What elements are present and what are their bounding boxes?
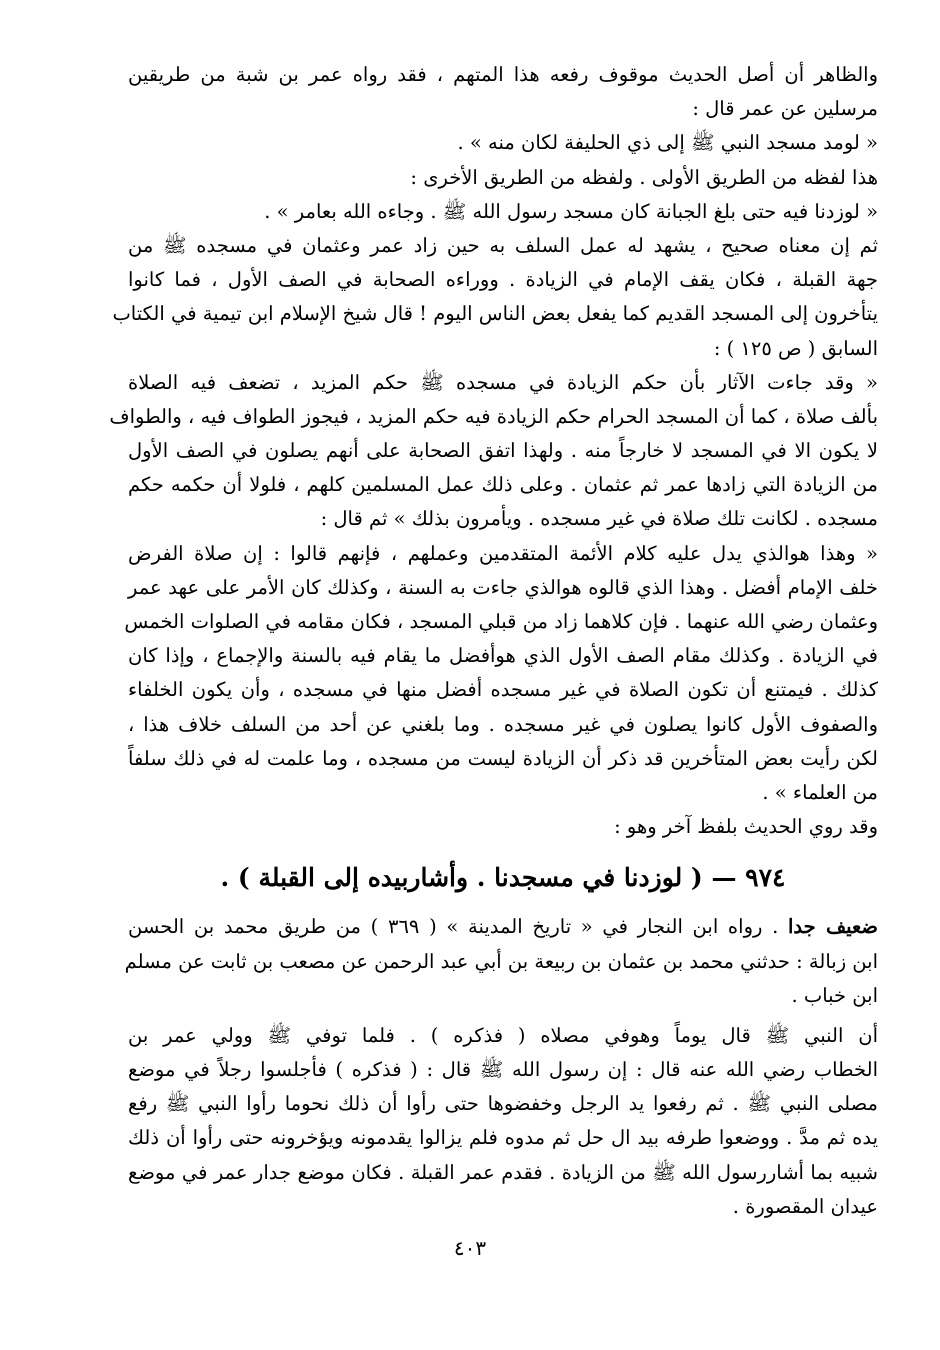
text-line: من الزيادة التي زادها عمر ثم عثمان . وعلى ذلك عمل المسلمين كلهم ، فلولا أن حكمه حكم <box>128 473 878 497</box>
paragraph-grading <box>124 910 878 1013</box>
book-page <box>109 58 878 1224</box>
text-line: وقد روي الحديث بلفظ آخر وهو : <box>614 815 878 839</box>
paragraph-narration <box>128 1019 878 1224</box>
text-line: شبيه بما أشاررسول الله ﷺ من الزيادة . فقدم عمر القبلة . فكان موضع جدار عمر في موضع <box>128 1160 878 1184</box>
text-line: خلف الإمام أفضل . وهذا الذي قالوه هوالذي جاءت به السنة ، وكذلك كان الأمر على عهد عمر <box>128 575 878 599</box>
text-line: « وقد جاءت الآثار بأن حكم الزيادة في مسجده ﷺ حكم المزيد ، تضعف فيه الصلاة <box>128 370 878 394</box>
text-line <box>128 910 878 944</box>
text-line: عيدان المقصورة . <box>732 1194 878 1218</box>
grading-text: . رواه ابن النجار في « تاريخ المدينة » ( ٣٦٩ ) من طريق محمد بن الحسن <box>128 915 788 939</box>
text-line: مسجده . لكانت تلك صلاة في غير مسجده . ويأمرون بذلك » ثم قال : <box>320 507 878 531</box>
text-line: مصلى النبي ﷺ . ثم رفعوا يد الرجل وخفضوها حتى رأوا أن ذلك نحوما رأوا النبي ﷺ رفع <box>128 1092 878 1116</box>
text-line: ابن خباب . <box>791 983 878 1007</box>
page-number: ٤٠٣ <box>453 1236 487 1260</box>
text-line: جهة القبلة ، فكان يقف الإمام في الزيادة . ووراءه الصحابة في الصف الأول ، فما كانوا <box>128 268 878 292</box>
text-line: مرسلين عن عمر قال : <box>692 97 878 121</box>
grading-label: ضعيف جدا <box>787 915 878 939</box>
text-line: وعثمان رضي الله عنهما . فإن كلاهما زاد من قبلي المسجد ، فكان مقامه في الصلوات الخمس <box>124 610 878 633</box>
text-line: « لومد مسجد النبي ﷺ إلى ذي الحليفة لكان منه » . <box>457 131 878 155</box>
hadith-heading: ٩٧٤ — ( لوزدنا في مسجدنا . وأشاربيده إلى القبلة ) . <box>220 863 786 893</box>
text-line: ابن زبالة : حدثني محمد بن عثمان بن ربيعة بن أبي عبد الرحمن عن مصعب بن ثابت عن مسلم <box>124 949 878 973</box>
text-line: والظاهر أن أصل الحديث موقوف رفعه هذا المتهم ، فقد رواه عمر بن شبة من طريقين <box>128 63 878 86</box>
text-line: يتأخرون إلى المسجد القديم كما يفعل بعض الناس اليوم ! قال شيخ الإسلام ابن تيمية في الكتاب <box>112 302 878 326</box>
text-line: في الزيادة . وكذلك مقام الصف الأول الذي هوأفضل ما يقام فيه بالسنة والإجماع ، وإذا كان <box>128 644 878 668</box>
text-line: بألف صلاة ، كما أن المسجد الحرام حكم الزيادة فيه حكم المزيد ، فيجوز الطواف فيه ، والطواف <box>109 404 878 428</box>
text-line: والصفوف الأول كانوا يصلون في غير مسجده . وما بلغني عن أحد من السلف خلاف هذا ، <box>128 712 878 736</box>
text-line: لكن رأيت بعض المتأخرين قد ذكر أن الزيادة ليست من مسجده ، وما علمت له في ذلك سلفاً <box>128 746 878 770</box>
text-line: كذلك . فيمتنع أن تكون الصلاة في غير مسجده أفضل منها في مسجده ، وأن يكون الخلفاء <box>128 678 878 702</box>
text-line: السابق ( ص ١٢٥ ) : <box>713 336 878 360</box>
text-line: « لوزدنا فيه حتى بلغ الجبانة كان مسجد رسول الله ﷺ . وجاءه الله بعامر » . <box>264 199 878 223</box>
text-line: لا يكون الا في المسجد لا خارجاً منه . ولهذا اتفق الصحابة على أنهم يصلون في الصف الأول <box>128 439 878 463</box>
text-line: من العلماء » . <box>762 780 878 804</box>
text-line: « وهذا هوالذي يدل عليه كلام الأئمة المتقدمين وعملهم ، فإنهم قالوا : إن صلاة الفرض <box>128 541 878 565</box>
text-line: الخطاب رضي الله عنه قال : إن رسول الله ﷺ قال : ( فذكره ) فأجلسوا رجلاً في موضع <box>128 1058 878 1082</box>
paragraph-ibn-taymiyyah-quote <box>109 366 878 845</box>
text-line: ثم إن معناه صحيح ، يشهد له عمل السلف به حين زاد عمر وعثمان في مسجده ﷺ من <box>128 233 878 257</box>
paragraph-commentary-intro <box>112 58 878 366</box>
text-line: أن النبي ﷺ قال يوماً وهوفي مصلاه ( فذكره ) . فلما توفي ﷺ وولي عمر بن <box>128 1023 878 1047</box>
text-line: يده ثم مدَّ . ووضعوا طرفه بيد ال حل ثم مدوه فلم يزالوا يقدمونه ويؤخرونه حتى رأوا أن ذلك <box>128 1126 878 1150</box>
text-line: هذا لفظه من الطريق الأولى . ولفظه من الطريق الأخرى : <box>410 165 878 189</box>
